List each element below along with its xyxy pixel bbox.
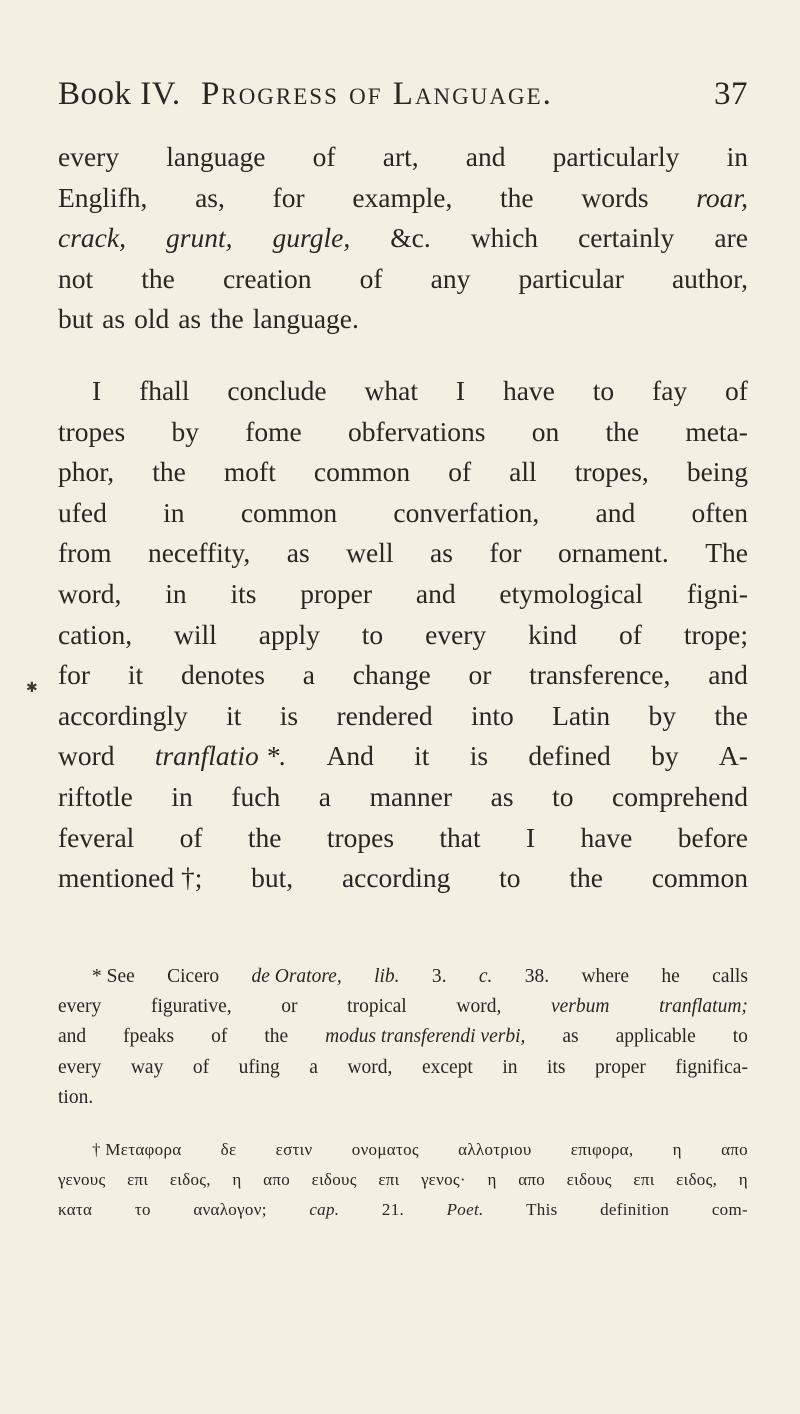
word: figni- — [686, 577, 748, 609]
word: not — [58, 262, 94, 294]
word: by — [651, 740, 679, 772]
word: cap. — [309, 1200, 340, 1220]
word: common — [313, 456, 411, 488]
word: its — [547, 1056, 566, 1078]
text-line — [58, 858, 748, 899]
word: κατα — [58, 1200, 93, 1220]
word: mentioned †; — [58, 862, 203, 894]
word: 3. — [431, 966, 447, 987]
word: the — [605, 415, 640, 447]
page-number: 37 — [714, 76, 748, 112]
word: as — [430, 537, 453, 569]
word: for — [272, 181, 305, 213]
word: as, — [195, 181, 225, 213]
text-line — [58, 1135, 748, 1165]
book-label: Book IV. — [58, 76, 181, 112]
text-line — [58, 992, 748, 1022]
word: crack, — [58, 222, 126, 254]
word: of — [179, 821, 203, 853]
word: it — [414, 740, 430, 772]
word: in — [502, 1056, 518, 1078]
word: to — [361, 618, 384, 650]
word: I — [525, 821, 536, 853]
word: tropical — [347, 996, 407, 1018]
text-line — [58, 412, 748, 453]
word: will — [174, 618, 217, 650]
text-line — [58, 818, 748, 859]
word: as — [286, 537, 310, 569]
word: by — [171, 415, 199, 447]
text-line — [58, 452, 748, 493]
word: the — [264, 1026, 289, 1048]
text-line — [58, 1022, 748, 1052]
word: often — [691, 496, 748, 528]
word: every — [58, 141, 120, 172]
word: well — [346, 537, 394, 569]
word: ειδος, — [169, 1170, 211, 1190]
word: example, — [352, 181, 453, 213]
word: accordingly — [58, 699, 188, 731]
text-line — [58, 696, 748, 737]
word: particularly — [552, 141, 680, 172]
word: to — [732, 1026, 748, 1048]
word: except — [421, 1056, 473, 1078]
word: η — [672, 1139, 682, 1159]
word: γενος· — [421, 1170, 466, 1190]
word: to — [552, 780, 574, 812]
text-line — [58, 1083, 748, 1113]
word: And — [326, 740, 374, 772]
word: tropes — [326, 821, 395, 853]
word: word, — [456, 996, 502, 1018]
word: calls — [712, 966, 748, 987]
word: of — [312, 141, 336, 172]
word: trope; — [683, 618, 748, 650]
word: εστιν — [275, 1139, 313, 1159]
text-line — [58, 137, 748, 178]
word: απο — [518, 1170, 546, 1190]
word: have — [502, 374, 555, 406]
word: common — [651, 862, 748, 894]
text-line — [58, 777, 748, 818]
word: are — [714, 222, 748, 254]
word: particular — [518, 262, 624, 294]
word: Latin — [552, 699, 611, 731]
word: by — [648, 699, 677, 731]
word: which — [470, 222, 539, 254]
word: and — [415, 577, 456, 609]
word: το — [134, 1200, 151, 1220]
word: certainly — [578, 222, 675, 254]
word: of — [448, 456, 472, 488]
word: η — [232, 1170, 242, 1190]
word: 21. — [381, 1200, 405, 1220]
word: tropes, — [574, 456, 649, 488]
word: every — [58, 1056, 102, 1078]
word: ornament. — [557, 537, 669, 569]
word: language — [166, 141, 266, 172]
word: fuch — [231, 780, 281, 812]
word: απο — [721, 1139, 748, 1159]
word: denotes — [180, 659, 265, 691]
word: manner — [369, 780, 453, 812]
word: to — [592, 374, 615, 406]
text-line — [58, 615, 748, 656]
word: being — [686, 456, 748, 488]
word: or — [468, 659, 492, 691]
word: αλλοτριου — [458, 1139, 532, 1159]
word: word — [58, 740, 115, 772]
word: its — [230, 577, 257, 609]
word: as — [178, 303, 202, 335]
word: definition — [600, 1200, 670, 1220]
text-line — [58, 178, 748, 219]
word: cation, — [58, 618, 133, 650]
word: but, — [251, 862, 294, 894]
word: conclude — [227, 374, 327, 406]
word: gurgle, — [272, 222, 351, 254]
word: grunt, — [166, 222, 233, 254]
word: δε — [220, 1139, 237, 1159]
word: tranflatum; — [659, 996, 748, 1018]
word: fpeaks — [123, 1026, 175, 1048]
word: way — [130, 1056, 164, 1078]
word: etymological — [499, 577, 643, 609]
word: converfation, — [393, 496, 540, 528]
text-line — [58, 736, 748, 777]
word: figurative, — [150, 996, 232, 1018]
word: a — [302, 659, 315, 691]
word: the — [247, 821, 282, 853]
word: he — [661, 966, 680, 987]
word: applicable — [615, 1026, 696, 1048]
word: change — [352, 659, 431, 691]
word: tion. — [58, 1086, 94, 1108]
word: tropes — [58, 415, 126, 447]
text-line — [58, 371, 748, 412]
text-line — [58, 218, 748, 259]
word: word, — [58, 577, 122, 609]
word: &c. — [390, 222, 431, 254]
word: comprehend — [612, 780, 748, 812]
footnote-2 — [58, 1135, 748, 1226]
word: επι — [127, 1170, 149, 1190]
word: This — [526, 1200, 558, 1220]
word: of — [192, 1056, 210, 1078]
word: proper — [300, 577, 373, 609]
word: the — [569, 862, 603, 894]
word: obfervations — [347, 415, 486, 447]
word: fhall — [139, 374, 190, 406]
running-header — [58, 72, 748, 116]
word: tranflatio *. — [154, 740, 287, 772]
word: * See — [92, 966, 135, 987]
word: lib. — [374, 966, 400, 987]
word: feveral — [58, 821, 135, 853]
word: ufing — [238, 1056, 280, 1078]
word: fignifica- — [675, 1056, 748, 1078]
word: 38. — [524, 966, 550, 987]
word: moft — [223, 456, 276, 488]
word: before — [677, 821, 748, 853]
word: into — [471, 699, 514, 731]
word: apply — [258, 618, 320, 650]
word: art, — [382, 141, 419, 172]
word: the — [500, 181, 534, 213]
word: as — [562, 1026, 579, 1048]
word: creation — [222, 262, 312, 294]
word: ονοματος — [351, 1139, 419, 1159]
word: η — [738, 1170, 748, 1190]
word: of — [359, 262, 383, 294]
text-line — [58, 1195, 748, 1225]
footnote-1 — [58, 962, 748, 1113]
word: I — [455, 374, 466, 406]
word: and — [58, 1026, 87, 1048]
word: επι — [378, 1170, 400, 1190]
word: in — [171, 780, 193, 812]
word: and — [465, 141, 506, 172]
word: of — [211, 1026, 228, 1048]
word: transference, — [529, 659, 671, 691]
word: de Oratore, — [251, 966, 342, 987]
word: in — [163, 496, 185, 528]
word: αναλογον; — [193, 1200, 267, 1220]
text-line — [58, 533, 748, 574]
word: a — [309, 1056, 318, 1078]
main-text — [58, 137, 748, 899]
word: words — [581, 181, 649, 213]
word: it — [127, 659, 144, 691]
word: the — [152, 456, 186, 488]
word: rendered — [336, 699, 433, 731]
word: author, — [671, 262, 748, 294]
word: meta- — [685, 415, 748, 447]
word: I — [92, 374, 102, 406]
word: † Μεταφορα — [92, 1139, 182, 1159]
word: defined — [528, 740, 611, 772]
text-line — [58, 574, 748, 615]
word: in — [726, 141, 748, 172]
word: fome — [245, 415, 302, 447]
word: of — [725, 374, 748, 406]
word: ειδος, — [676, 1170, 718, 1190]
word: Cicero — [167, 966, 220, 987]
word: The — [705, 537, 748, 569]
word: or — [281, 996, 298, 1018]
word: Englifh, — [58, 181, 148, 213]
margin-mark: ✱ — [26, 681, 38, 696]
word: it — [226, 699, 242, 731]
text-line — [58, 1053, 748, 1083]
text-line — [58, 962, 748, 992]
word: the — [141, 262, 175, 294]
word: γενους — [58, 1170, 106, 1190]
word: proper — [594, 1056, 646, 1078]
word: η — [487, 1170, 497, 1190]
text-line — [58, 1165, 748, 1195]
word: ufed — [58, 496, 107, 528]
word: the — [210, 303, 244, 335]
word: language. — [252, 303, 359, 335]
word: on — [531, 415, 560, 447]
text-line — [58, 493, 748, 534]
word: riftotle — [58, 780, 133, 812]
word: word, — [347, 1056, 393, 1078]
word: all — [509, 456, 537, 488]
text-line — [58, 259, 748, 300]
word: any — [430, 262, 471, 294]
word: as — [102, 303, 126, 335]
word: ειδους — [566, 1170, 612, 1190]
word: have — [580, 821, 633, 853]
word: what — [364, 374, 418, 406]
word: for — [489, 537, 522, 569]
word: Poet. — [446, 1200, 484, 1220]
text-line — [58, 299, 748, 340]
word: every — [425, 618, 487, 650]
word: common — [240, 496, 338, 528]
word: phor, — [58, 456, 115, 488]
word: is — [469, 740, 489, 772]
footnotes — [58, 962, 748, 1226]
word: where — [581, 966, 630, 987]
word: the — [714, 699, 748, 731]
word: from — [58, 537, 112, 569]
word: and — [708, 659, 748, 691]
word: and — [595, 496, 636, 528]
word: fay — [652, 374, 688, 406]
paragraph-1 — [58, 137, 748, 340]
word: according — [341, 862, 451, 894]
word: roar, — [696, 181, 748, 213]
word: επιφορα, — [570, 1139, 634, 1159]
word: of — [618, 618, 642, 650]
word: kind — [528, 618, 578, 650]
word: in — [165, 577, 187, 609]
word: but — [58, 303, 94, 335]
word: επι — [633, 1170, 655, 1190]
word: is — [279, 699, 299, 731]
word: ειδους — [311, 1170, 357, 1190]
running-title: Progress of Language. — [201, 76, 553, 112]
word: neceffity, — [147, 537, 251, 569]
word: for — [58, 659, 91, 691]
word: every — [58, 996, 102, 1018]
text-line — [58, 655, 748, 696]
word: old — [134, 303, 170, 335]
word: as — [490, 780, 514, 812]
word: to — [499, 862, 521, 894]
word: απο — [263, 1170, 291, 1190]
word: verbum — [550, 996, 610, 1018]
word: a — [318, 780, 332, 812]
word: com- — [711, 1200, 748, 1220]
word: that — [439, 821, 481, 853]
paragraph-2 — [58, 371, 748, 899]
word: c. — [478, 966, 493, 987]
word: modus transferendi verbi, — [325, 1026, 526, 1048]
word: A- — [718, 740, 748, 772]
